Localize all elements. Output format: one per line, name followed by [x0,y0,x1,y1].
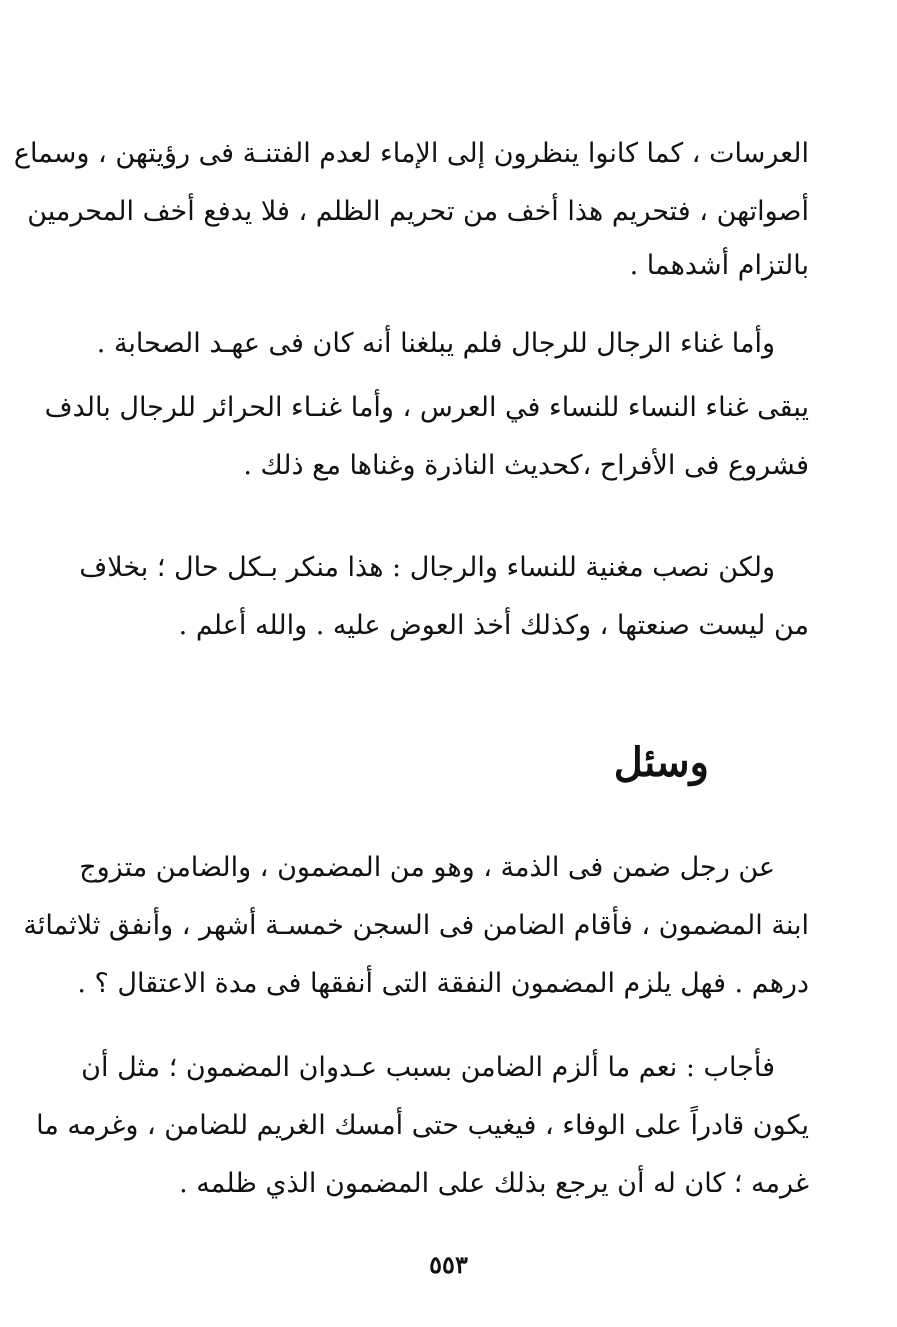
text-line: يبقى غناء النساء للنساء في العرس ، وأما غنـاء الحرائر للرجال بالدف [44,392,809,423]
text-line: بالتزام أشدهما . [629,250,809,281]
text-line: درهم . فهل يلزم المضمون النفقة التى أنفقها فى مدة الاعتقال ؟ . [77,968,809,999]
section-heading: وسئل [613,739,709,786]
text-line: وأما غناء الرجال للرجال فلم يبلغنا أنه كان فى عهـد الصحابة . [96,328,775,359]
text-line: فأجاب : نعم ما ألزم الضامن بسبب عـدوان المضمون ؛ مثل أن [81,1052,775,1083]
text-line: يكون قادراً على الوفاء ، فيغيب حتى أمسك الغريم للضامن ، وغرمه ما [36,1110,809,1141]
text-line: فشروع فى الأفراح ،كحديث الناذرة وغناها مع ذلك . [243,450,809,481]
page-number: ٥٥٣ [429,1250,468,1279]
text-line: ولكن نصب مغنية للنساء والرجال : هذا منكر بـكل حال ؛ بخلاف [79,552,775,583]
text-line: غرمه ؛ كان له أن يرجع بذلك على المضمون الذي ظلمه . [179,1168,809,1199]
text-line: عن رجل ضمن فى الذمة ، وهو من المضمون ، والضامن متزوج [79,852,775,883]
text-line: ابنة المضمون ، فأقام الضامن فى السجن خمسـة أشهر ، وأنفق ثلاثمائة [23,910,809,941]
text-line: أصواتهن ، فتحريم هذا أخف من تحريم الظلم ، فلا يدفع أخف المحرمين [27,196,809,227]
text-line: العرسات ، كما كانوا ينظرون إلى الإماء لعدم الفتنـة فى رؤيتهن ، وسماع [13,138,809,169]
text-line: من ليست صنعتها ، وكذلك أخذ العوض عليه . والله أعلم . [178,610,809,641]
